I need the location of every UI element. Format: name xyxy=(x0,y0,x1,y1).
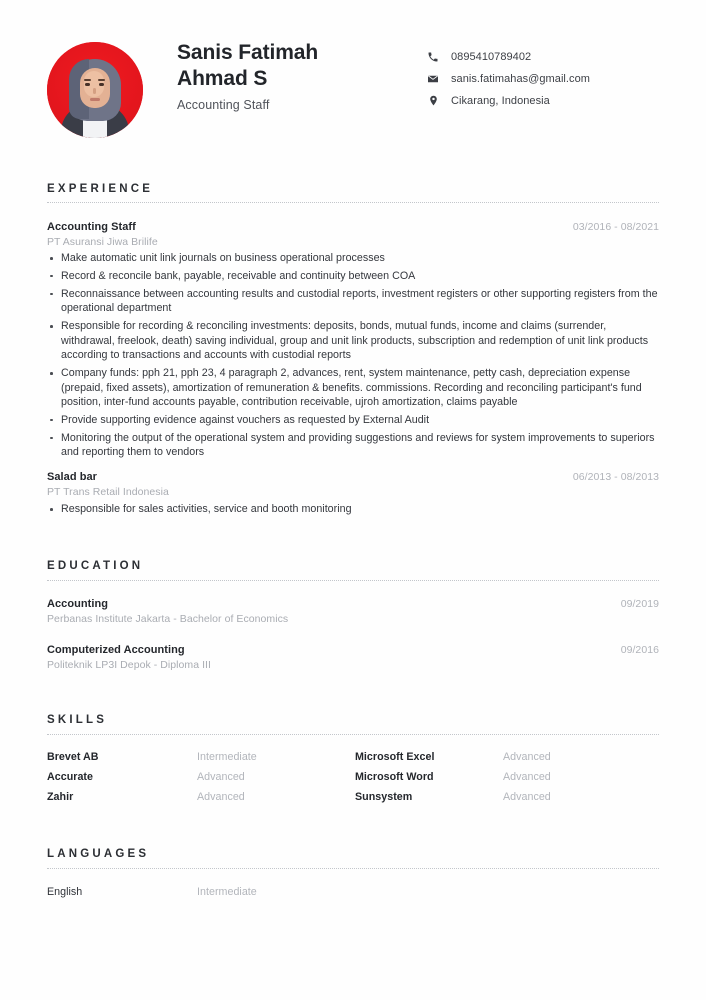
list-item: Monitoring the output of the operational system and providing suggestions and reviews for system improvements to superiors and reporting them to vendors xyxy=(48,431,660,460)
experience-bullets-1 xyxy=(48,502,660,520)
education-entry-institution: Politeknik LP3I Depok - Diploma III xyxy=(47,659,211,671)
photo-eyebrow-left xyxy=(84,79,91,81)
experience-entry-date: 03/2016 - 08/2021 xyxy=(572,221,659,233)
section-title-languages: LANGUAGES xyxy=(47,848,150,860)
divider-skills xyxy=(47,734,659,736)
contact-details xyxy=(425,47,659,113)
section-title-skills: SKILLS xyxy=(47,714,108,726)
email-icon xyxy=(425,72,441,86)
profile-photo xyxy=(47,42,143,138)
phone-icon xyxy=(425,50,441,64)
location-pin-icon xyxy=(425,94,441,108)
location-text: Cikarang, Indonesia xyxy=(451,94,550,107)
candidate-role: Accounting Staff xyxy=(177,98,270,112)
education-entry-date: 09/2016 xyxy=(620,644,659,656)
skill-level: Advanced xyxy=(503,751,551,763)
photo-eyebrow-right xyxy=(98,79,105,81)
skill-level: Advanced xyxy=(503,791,551,803)
contact-email xyxy=(425,69,659,88)
education-entry-date: 09/2019 xyxy=(620,598,659,610)
section-title-education: EDUCATION xyxy=(47,560,144,572)
skill-name: Microsoft Word xyxy=(355,771,434,783)
list-item: Make automatic unit link journals on business operational processes xyxy=(48,251,660,266)
contact-phone xyxy=(425,47,659,66)
photo-eye-right xyxy=(99,83,104,86)
candidate-name-line2: Ahmad S xyxy=(177,67,268,90)
experience-entry-title: Salad bar xyxy=(47,471,97,483)
phone-text: 0895410789402 xyxy=(451,50,532,63)
avatar xyxy=(47,42,143,138)
education-entry-title: Computerized Accounting xyxy=(47,644,185,656)
list-item: Record & reconcile bank, payable, receivable and continuity between COA xyxy=(48,269,660,284)
education-entry-title: Accounting xyxy=(47,598,108,610)
list-item: Provide supporting evidence against vouchers as requested by External Audit xyxy=(48,413,660,428)
experience-entry-company: PT Trans Retail Indonesia xyxy=(47,486,169,498)
education-entry-institution: Perbanas Institute Jakarta - Bachelor of Economics xyxy=(47,613,289,625)
experience-bullets-0 xyxy=(48,251,660,463)
skill-name: Accurate xyxy=(47,771,93,783)
photo-mouth xyxy=(90,98,100,101)
skill-name: Zahir xyxy=(47,791,74,803)
skill-name: Microsoft Excel xyxy=(355,751,435,763)
skill-name: Brevet AB xyxy=(47,751,99,763)
photo-eye-left xyxy=(85,83,90,86)
list-item: Reconnaissance between accounting results and custodial reports, investment registers or other supporting registers from the operational department xyxy=(48,287,660,316)
divider-languages xyxy=(47,868,659,870)
language-name: English xyxy=(47,886,83,898)
experience-entry-company: PT Asuransi Jiwa Brilife xyxy=(47,236,158,248)
skill-level: Advanced xyxy=(503,771,551,783)
email-text: sanis.fatimahas@gmail.com xyxy=(451,72,590,85)
photo-nose xyxy=(93,88,96,94)
list-item: Company funds: pph 21, pph 23, 4 paragraph 2, advances, rent, system maintenance, petty cash, depreciation expense (prepaid, fixed assets), amortization of remuneration & benefits. commissions. Recording and reconciling participant's fund position, inter-fund accounts payable, contribution receivable, ujroh amortization, claims payable xyxy=(48,366,660,410)
language-level: Intermediate xyxy=(197,886,257,898)
skill-name: Sunsystem xyxy=(355,791,413,803)
divider-experience xyxy=(47,202,659,204)
section-title-experience: EXPERIENCE xyxy=(47,183,154,195)
list-item: Responsible for recording & reconciling investments: deposits, bonds, mutual funds, income and claims (surrender, withdrawal, freelook, death) saving individual, group and unit link products, subscription and redemption of unit link products according to transactions and accounts with custodial reports xyxy=(48,319,660,363)
experience-entry-date: 06/2013 - 08/2013 xyxy=(572,471,659,483)
experience-entry-title: Accounting Staff xyxy=(47,221,136,233)
skill-level: Intermediate xyxy=(197,751,257,763)
resume-header xyxy=(47,40,659,145)
candidate-name-line1: Sanis Fatimah xyxy=(177,41,319,64)
list-item: Responsible for sales activities, service and booth monitoring xyxy=(48,502,660,517)
divider-education xyxy=(47,580,659,582)
contact-location xyxy=(425,91,659,110)
skill-level: Advanced xyxy=(197,771,245,783)
candidate-name xyxy=(177,40,447,92)
skill-level: Advanced xyxy=(197,791,245,803)
